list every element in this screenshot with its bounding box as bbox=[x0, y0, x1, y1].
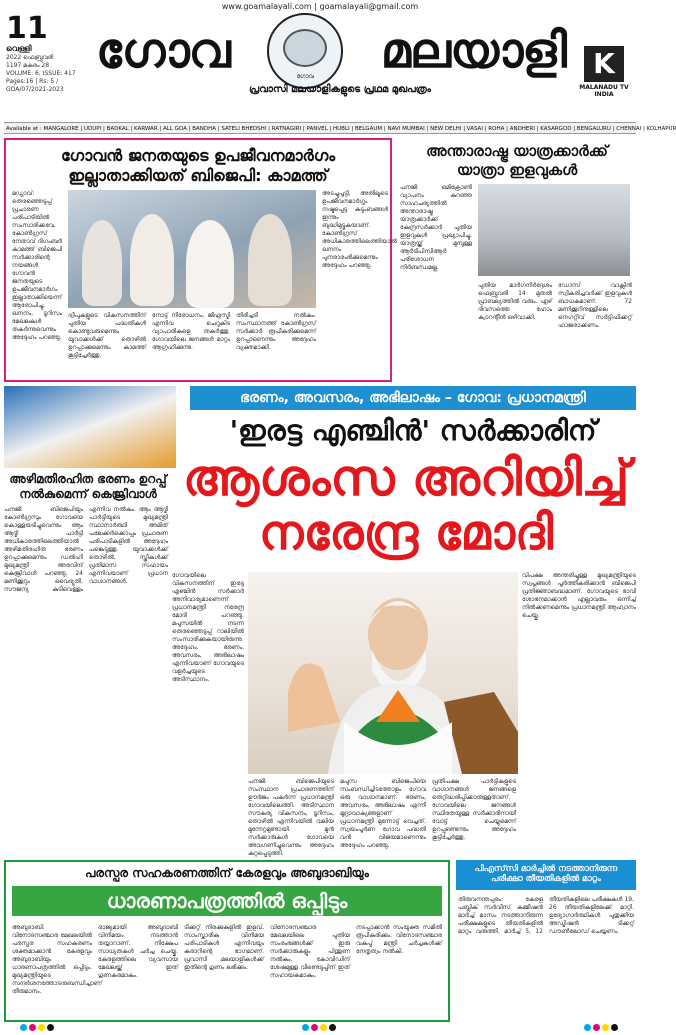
reg-mark-right bbox=[584, 1016, 620, 1024]
date-line-2: 1197 മകരം 28 bbox=[6, 62, 50, 69]
lead-column-5: വിപക്ഷ അന്തരിച്ചുള്ള മുഖ്യമന്ത്രിയുടെ സ്വപ്നങ്ങൾ പൂർത്തീകരിക്കാൻ ബിജെപി പ്രതിജ്ഞാബദ്ധമാണ്. ഗോവയുടെ ഭാവി ശോഭനമാക്കാൻ എല്ലാവരും ഒന്നിച്ച് നിൽക്കണമെന്നും പ്രധാനമന്ത്രി ആഹ്വാനം ചെയ്തു. bbox=[522, 572, 636, 619]
contact-line: www.goamalayali.com | goamalayali@gmail.com bbox=[221, 2, 419, 11]
story-column-4: നോട്ട് നിരോധനം, ജിഎസ്ടി എന്നിവ ചെറുകിട വ്യാപാരികളെ തകർത്തു. ഗോവയിലെ ജനങ്ങൾ മാറ്റം ആഗ്രഹിക്കുന്നു. bbox=[152, 312, 230, 351]
story-column-3: ഡോസ് വാക്സിൻ സ്വീകരിച്ചവർക്ക് ഇളവുകൾ ബാധകമാണ്. 72 മണിക്കൂറിനുള്ളിലെ നെഗറ്റീവ് സർട്ടിഫിക്കറ്റ് ഹാജരാക്കണം. bbox=[558, 282, 632, 329]
lead-column-3: മപുസ ബിജെപിയെ സംബന്ധിച്ചിടത്തോളം ഗോവ ഒരു വാഗ്ദാനമാണ്. ഭരണം, അവസരം, അഭിലാഷം എന്നീ മുദ്രാവാക്യങ്ങളാണ് പ്രധാനമന്ത്രി മുന്നോട്ട് വെച്ചത്. സ്വയംപൂർണ ഗോവ പദ്ധതി വൻ വിജയമാണെന്നും അദ്ദേഹം പറഞ്ഞു. bbox=[340, 778, 426, 849]
lead-column-4: പ്രതിപക്ഷ പാർട്ടികളുടെ വാഗ്ദാനങ്ങൾ ജനങ്ങളെ തെറ്റിദ്ധരിപ്പിക്കാനുള്ളതാണ്. ഗോവയിലെ ജനങ്ങൾ സ്ഥിരതയുള്ള സർക്കാരിനായി വോട്ട് ചെയ്യുമെന്ന് ഉറപ്പുണ്ടെന്നും അദ്ദേഹം കൂട്ടിച്ചേർത്തു. bbox=[432, 778, 516, 841]
reg-line: GOA/07/2021-2023 bbox=[6, 86, 64, 93]
rally-photo-art bbox=[248, 572, 518, 774]
psc-body: തിരുവനന്തപുരം: കേരള പബ്ലിക് സർവീസ് കമ്മീഷൻ മാർച്ച് മാസം നടത്താനിരുന്ന പരീക്ഷകളുടെ തീയതികളിൽ മാറ്റം വരുത്തി. മാർച്ച് 5, 12 തീയതികളിലെ പരീക്ഷകൾ 19, 26 തീയതികളിലേക്ക് മാറ്റി. ഉദ്യോഗാർത്ഥികൾ പുതുക്കിയ അഡ്മിഷൻ ടിക്കറ്റ് ഡൗൺലോഡ് ചെയ്യണം. bbox=[458, 896, 634, 935]
bottom-column-1: അബുദാബി: വിനോദസഞ്ചാര മേഖലയിൽ പരസ്പര സഹകരണം ശക്തമാക്കാൻ കേരളവും അബുദാബിയും ധാരണാപത്രത്തിൽ ഒപ്പിടും. മുഖ്യമന്ത്രിയുടെ സന്ദർശനത്തോടനുബന്ധിച്ചാണ് തീരുമാനം. bbox=[12, 924, 102, 995]
leaders-photo bbox=[68, 190, 316, 308]
headline-line-2: ഇല്ലാതാക്കിയത് ബിജെപി: കാമത്ത് bbox=[68, 166, 328, 185]
print-registration-marks bbox=[20, 1016, 620, 1024]
story-top-left bbox=[4, 138, 397, 382]
story-top-right bbox=[398, 138, 636, 380]
title-left: ഗോവ bbox=[96, 22, 230, 79]
bottom-column-3: ടിക്കറ്റ് നിരക്കുകളിൽ ഇളവ്, സാംസ്കാരിക വിനിമയ പരിപാടികൾ എന്നിവയും കരാറിന്റെ ഭാഗമാണ്. പ്രവാസി മലയാളികൾക്ക് ഇതിന്റെ ഗുണം ലഭിക്കും. bbox=[184, 924, 264, 971]
volume-line: VOLUME: 6, ISSUE: 417 bbox=[6, 70, 76, 77]
pages-line: Pages:16 | Rs: 5 / bbox=[6, 78, 59, 85]
emblem-icon bbox=[267, 13, 343, 89]
bottom-headline: പരസ്പര സഹകരണത്തിന് കേരളവും അബുദാബിയും bbox=[85, 866, 369, 880]
lead-column-1: ഗോവയിലെ വികസനത്തിന് ഇരട്ട എഞ്ചിൻ സർക്കാർ അനിവാര്യമാണെന്ന് പ്രധാനമന്ത്രി നരേന്ദ്ര മോദി പറഞ്ഞു. മപുസയിൽ നടന്ന തെരഞ്ഞെടുപ്പ് റാലിയിൽ സംസാരിക്കുകയായിരുന്നു അദ്ദേഹം. ഭരണം, അവസരം, അഭിലാഷം എന്നിവയാണ് ഗോവയുടെ വളർച്ചയുടെ അടിസ്ഥാനം. bbox=[172, 572, 244, 683]
date-day: വെള്ളി bbox=[6, 44, 32, 53]
bottom-column-2: രാജ്യമായി അബുദാബി വിനിമയം നടത്താൻ തയ്യാറാണ്. നിക്ഷേപ സാധ്യതകൾ ചർച്ച ചെയ്തു. കേരളത്തിലെ വ്യവസായ മേഖലയ്ക്ക് ഇത് ഗുണകരമാകും. bbox=[98, 924, 178, 979]
story-column-1: പനജി: ഒമിക്രോൺ വ്യാപനം കുറഞ്ഞ സാഹചര്യത്തിൽ അന്താരാഷ്ട്ര യാത്രക്കാർക്ക് കേന്ദ്രസർക്കാർ പുതിയ ഇളവുകൾ പ്രഖ്യാപിച്ചു. യാത്രയ്ക്ക് മുമ്പുള്ള ആർടിപിസിആർ പരിശോധന നിർബന്ധമല്ല. bbox=[400, 184, 472, 271]
story-column-2: അടച്ചുപൂട്ടി, അതിലൂടെ ഉപജീവനമാർഗ്ഗം നഷ്ടപ്പെട്ട കുടുംബങ്ങൾ ഇന്നും ബുദ്ധിമുട്ടുകയാണ്. കോൺഗ്രസ് അധികാരത്തിലെത്തിയാൽ ഖനനം പുനരാരംഭിക്കുമെന്നും അദ്ദേഹം പറഞ്ഞു. bbox=[322, 190, 397, 269]
tagline: പ്രവാസി മലയാളികളുടെ പ്രഥമ മുഖപത്രം bbox=[249, 84, 431, 95]
psc-story bbox=[456, 860, 636, 1022]
airport-photo bbox=[478, 184, 630, 276]
emblem-label: ഗോവ bbox=[296, 73, 314, 80]
bottom-column-4: വിനോദസഞ്ചാര മേഖലയിലെ പുതിയ സംരംഭങ്ങൾക്ക് ഇരു സർക്കാരുകളും പിന്തുണ നൽകും. കോവിഡിന് ശേഷമുള്ള വീണ്ടെടുപ്പിന് ഇത് സഹായകമാകും. bbox=[270, 924, 350, 979]
story-column-3: ദ്വീപുകളുടെ വികസനത്തിന് പുതിയ പദ്ധതികൾ കൊണ്ടുവരുമെന്നും യുവാക്കൾക്ക് തൊഴിൽ ഉറപ്പാക്കുമെന്നും കാമത്ത് കൂട്ടിച്ചേർത്തു. bbox=[68, 312, 146, 359]
lead-headline-line-2: നരേന്ദ്ര മോദി bbox=[258, 505, 554, 561]
headline-line-1: ഗോവൻ ജനതയുടെ ഉപജീവനമാർഗം bbox=[60, 146, 336, 165]
date-number: 11 bbox=[6, 11, 48, 46]
date-block bbox=[6, 11, 92, 93]
lead-sub-headline: 'ഇരട്ട എഞ്ചിൻ' സർക്കാരിന് bbox=[229, 414, 597, 447]
bottom-column-5: നടപ്പാക്കാൻ സംയുക്ത സമിതി രൂപീകരിക്കും. വിനോദസഞ്ചാര വകുപ്പ് മന്ത്രി ചർച്ചകൾക്ക് നേതൃത്വം നൽകി. bbox=[356, 924, 442, 955]
story-headline bbox=[6, 146, 390, 186]
logo-letter: K bbox=[584, 46, 624, 82]
masthead-title bbox=[96, 22, 566, 80]
lead-banner: ഭരണം, അവസരം, അഭിലാഷം – ഗോവ: പ്രധാനമന്ത്രി bbox=[190, 386, 636, 410]
side-logo bbox=[574, 46, 634, 106]
story-bottom bbox=[4, 860, 450, 1022]
story-headline bbox=[398, 142, 636, 180]
reg-mark-left bbox=[20, 1016, 56, 1024]
headline-line-1: അന്താരാഷ്ട്ര യാത്രക്കാർക്ക് bbox=[426, 142, 608, 160]
story-column-1: മഡ്ഗാവ്: തെരഞ്ഞെടുപ്പ് പ്രചാരണ പരിപാടിയിൽ സംസാരിക്കവേ, കോൺഗ്രസ് നേതാവ് ദിഗംബർ കാമത്ത് ബിജെപി സർക്കാരിന്റെ നയങ്ങൾ ഗോവൻ ജനതയുടെ ഉപജീവനമാർഗം ഇല്ലാതാക്കിയെന്ന് ആരോപിച്ചു. ഖനനം, ടൂറിസം മേഖലകൾ തകർന്നുവെന്നും അദ്ദേഹം പറഞ്ഞു. bbox=[12, 190, 62, 341]
lead-column-2: പനജി: ബിജെപിയുടെ സംസ്ഥാന പ്രചാരണത്തിന് ഊർജം പകർന്ന് പ്രധാനമന്ത്രി ഗോവയിലെത്തി. അടിസ്ഥാന സൗകര്യ വികസനം, ടൂറിസം, തൊഴിൽ എന്നിവയിൽ വലിയ മുന്നേറ്റമുണ്ടായി. മുൻ സർക്കാരുകൾ ഗോവയെ അവഗണിച്ചുവെന്നും അദ്ദേഹം കുറ്റപ്പെടുത്തി. bbox=[248, 778, 334, 857]
bottom-green-banner: ധാരണാപത്രത്തിൽ ഒപ്പിടും bbox=[12, 886, 442, 916]
story-column-5: തിരിച്ചടി നൽകും. സംസ്ഥാനത്ത് കോൺഗ്രസ് സർക്കാർ രൂപീകരിക്കുമെന്ന് ഉറപ്പാണെന്നും അദ്ദേഹം വ്യക്തമാക്കി. bbox=[236, 312, 316, 351]
modi-photo bbox=[248, 572, 518, 774]
left-mid-body: പനജി: ബിജെപിയും കോൺഗ്രസും ഗോവയെ കൊള്ളയടിച്ചുവെന്നും ആം ആദ്മി പാർട്ടി അധികാരത്തിലെത്തിയാൽ അഴിമതിരഹിത ഭരണം ഉറപ്പാക്കുമെന്നും ഡൽഹി മുഖ്യമന്ത്രി അരവിന്ദ് കെജ്രിവാൾ പറഞ്ഞു. 24 മണിക്കൂറും വൈദ്യുതി, സൗജന്യ കുടിവെള്ളം എന്നിവ നൽകും. ആം ആദ്മി പാർട്ടിയുടെ മുഖ്യമന്ത്രി സ്ഥാനാർത്ഥി അമിത് പലേക്കർക്കൊപ്പം പ്രചാരണ പരിപാടികളിൽ അദ്ദേഹം പങ്കെടുത്തു. യുവാക്കൾക്ക് തൊഴിൽ, സ്ത്രീകൾക്ക് പ്രതിമാസ സഹായം എന്നിവയാണ് പ്രധാന വാഗ്ദാനങ്ങൾ. bbox=[4, 506, 168, 593]
psc-headline: പിഎസ്‌സി മാർച്ചിൽ നടത്താനിരുന്ന പരീക്ഷാ തീയതികളിൽ മാറ്റം bbox=[456, 860, 636, 890]
left-mid-headline bbox=[4, 472, 172, 502]
kejriwal-photo bbox=[4, 386, 176, 468]
headline-line-1: അഴിമതിരഹിത ഭരണം ഉറപ്പ് bbox=[9, 472, 167, 486]
availability-strip: Available at : MANGALORE | UDUPI | BADKAL | KARWAR | ALL GOA | BANDHA | SATELI BHEDSHI | RATNAGIRI | PANVEL | HUBLI | BELGAUM | NAVI MUMBAI | NEW DELHI | VASAI | ROHA | ANDHERI | KASARGOD | BENGALURU | CHENNAI | KOLHAPUR bbox=[4, 122, 636, 134]
logo-text: MALANADU TV INDIA bbox=[579, 84, 629, 98]
title-right: മലയാളി bbox=[380, 22, 566, 79]
date-line-1: 2022 ഫെബ്രുവരി bbox=[6, 54, 54, 61]
lead-headline-line-1: ആശംസ അറിയിച്ച് bbox=[182, 448, 630, 507]
reg-mark-mid bbox=[302, 1016, 338, 1024]
story-column-2: പുതിയ മാർഗനിർദ്ദേശം ഫെബ്രുവരി 14 മുതൽ പ്രാബല്യത്തിൽ വരും. ഏഴ് ദിവസത്തെ ഹോം ക്വാറന്റീൻ ഒഴിവാക്കി. bbox=[478, 282, 552, 321]
headline-line-2: യാത്രാ ഇളവുകൾ bbox=[456, 161, 578, 179]
headline-line-2: നൽകുമെന്ന് കെജ്രിവാൾ bbox=[19, 487, 157, 501]
